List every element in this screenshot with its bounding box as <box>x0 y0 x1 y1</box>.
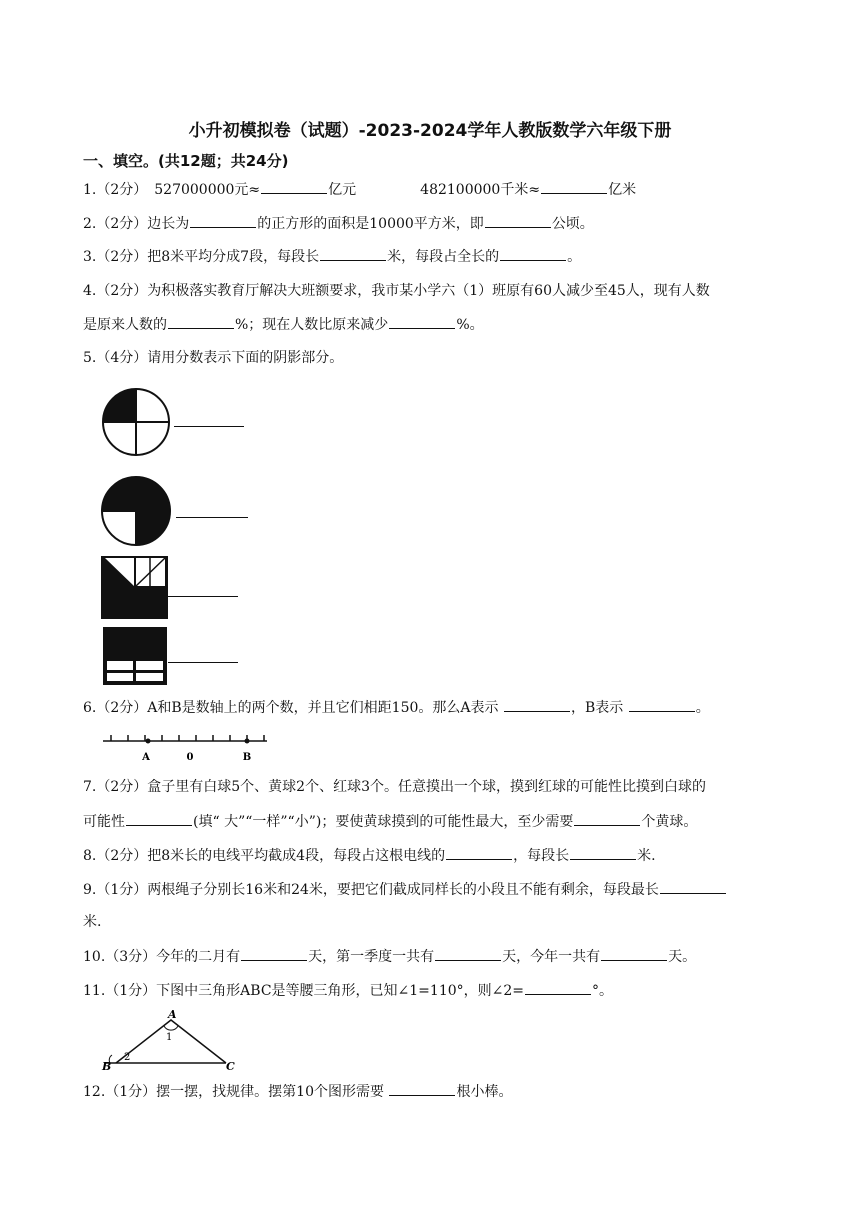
rectangle-grid-figure <box>103 627 167 685</box>
q1-text-b: 亿元 <box>328 182 357 198</box>
number-line-label-b: B <box>242 752 252 763</box>
triangle-label-a: A <box>168 1008 177 1021</box>
question-4-line-2 <box>83 314 484 335</box>
triangle-angle-2-label: 2 <box>124 1052 131 1063</box>
number-line-figure <box>103 728 271 766</box>
q7-text-b: 可能性 <box>83 814 125 830</box>
triangle-label-c: C <box>226 1060 235 1072</box>
q6-text-b: ，B表示 <box>570 700 624 716</box>
q10-text-d: 天。 <box>668 949 697 965</box>
quarter-circle-figure <box>100 386 176 458</box>
q3-text-a: 3.（2分）把8米平均分成7段，每段长 <box>83 249 320 265</box>
q3-blank-1[interactable] <box>320 246 386 261</box>
q8-blank-2[interactable] <box>570 845 636 860</box>
q9-text-a: 9.（1分）两根绳子分别长16米和24米，要把它们截成同样长的小段且不能有剩余，每段最长 <box>83 882 659 898</box>
triangle-square-figure <box>101 556 169 620</box>
q1-text-a: 1.（2分） 527000000元≈ <box>83 182 261 198</box>
q10-text-c: 天，今年一共有 <box>502 949 601 965</box>
q5-answer-line-1[interactable] <box>174 426 244 427</box>
q1-blank-1[interactable] <box>261 179 327 194</box>
q8-blank-1[interactable] <box>446 845 512 860</box>
q9-text-b: 米. <box>83 914 102 930</box>
question-11 <box>83 980 613 1001</box>
q10-text-b: 天，第一季度一共有 <box>308 949 435 965</box>
q12-text-b: 根小棒。 <box>456 1084 513 1100</box>
isosceles-triangle-figure <box>100 1008 242 1072</box>
q1-text-c: 482100000千米≈ <box>420 182 541 198</box>
q2-blank-1[interactable] <box>190 213 256 228</box>
q11-blank-1[interactable] <box>525 980 591 995</box>
q4-blank-1[interactable] <box>168 314 234 329</box>
q2-text-c: 公顷。 <box>551 216 594 232</box>
q11-text-b: °。 <box>592 983 613 999</box>
q10-text-a: 10.（3分）今年的二月有 <box>83 949 241 965</box>
q6-blank-2[interactable] <box>629 697 695 712</box>
q4-text-a: 4.（2分）为积极落实教育厅解决大班额要求，我市某小学六（1）班原有60人减少至45人，现有人数 <box>83 283 710 299</box>
triangle-angle-1-label: 1 <box>166 1032 173 1043</box>
section-heading: 一、填空。(共12题；共24分) <box>83 152 289 170</box>
triangle-label-b: B <box>102 1060 112 1072</box>
q1-blank-2[interactable] <box>541 179 607 194</box>
q4-text-d: %。 <box>456 317 484 333</box>
q6-text-c: 。 <box>695 700 710 716</box>
q7-text-d: 个黄球。 <box>641 814 698 830</box>
q8-text-b: ，每段长 <box>513 848 570 864</box>
q9-blank-1[interactable] <box>660 879 726 894</box>
q7-text-c: (填“ 大”“一样”“小”)；要使黄球摸到的可能性最大，至少需要 <box>193 814 574 830</box>
question-10 <box>83 946 696 967</box>
q5-answer-line-3[interactable] <box>168 596 238 597</box>
q6-text-a: 6.（2分）A和B是数轴上的两个数，并且它们相距150。那么A表示 <box>83 700 499 716</box>
q3-blank-2[interactable] <box>500 246 566 261</box>
number-line-label-zero: 0 <box>186 752 194 763</box>
question-3 <box>83 246 581 267</box>
q12-blank-1[interactable] <box>389 1081 455 1096</box>
q7-text-a: 7.（2分）盒子里有白球5个、黄球2个、红球3个。任意摸出一个球，摸到红球的可能性比摸到白球的 <box>83 779 706 795</box>
q10-blank-2[interactable] <box>435 946 501 961</box>
question-7-line-1 <box>83 777 706 797</box>
three-quarter-circle-figure <box>100 474 176 548</box>
question-8 <box>83 845 656 866</box>
question-2 <box>83 213 594 234</box>
question-5 <box>83 348 343 368</box>
question-7-line-2 <box>83 811 697 832</box>
question-6 <box>83 697 710 718</box>
q4-text-b: 是原来人数的 <box>83 317 167 333</box>
question-1 <box>83 179 636 200</box>
q11-text-a: 11.（1分）下图中三角形ABC是等腰三角形，已知∠1=110°，则∠2= <box>83 983 524 999</box>
q7-blank-1[interactable] <box>126 811 192 826</box>
q2-blank-2[interactable] <box>485 213 551 228</box>
question-12 <box>83 1081 512 1102</box>
q10-blank-3[interactable] <box>601 946 667 961</box>
q10-blank-1[interactable] <box>241 946 307 961</box>
question-9-line-2 <box>83 912 101 932</box>
q2-text-b: 的正方形的面积是10000平方米，即 <box>257 216 484 232</box>
q5-answer-line-4[interactable] <box>168 662 238 663</box>
page-title: 小升初模拟卷（试题）-2023-2024学年人教版数学六年级下册 <box>188 121 672 141</box>
q3-text-c: 。 <box>567 249 582 265</box>
q5-answer-line-2[interactable] <box>176 517 248 518</box>
q7-blank-2[interactable] <box>574 811 640 826</box>
q1-text-d: 亿米 <box>608 182 637 198</box>
q2-text-a: 2.（2分）边长为 <box>83 216 190 232</box>
q8-text-a: 8.（2分）把8米长的电线平均截成4段，每段占这根电线的 <box>83 848 446 864</box>
number-line-label-a: A <box>142 752 150 763</box>
q6-blank-1[interactable] <box>504 697 570 712</box>
q3-text-b: 米，每段占全长的 <box>387 249 500 265</box>
question-9-line-1 <box>83 879 727 900</box>
q4-text-c: %；现在人数比原来减少 <box>235 317 389 333</box>
question-4-line-1 <box>83 281 710 301</box>
q12-text-a: 12.（1分）摆一摆，找规律。摆第10个图形需要 <box>83 1084 384 1100</box>
q8-text-c: 米. <box>637 848 656 864</box>
q5-text-a: 5.（4分）请用分数表示下面的阴影部分。 <box>83 350 344 366</box>
q4-blank-2[interactable] <box>389 314 455 329</box>
